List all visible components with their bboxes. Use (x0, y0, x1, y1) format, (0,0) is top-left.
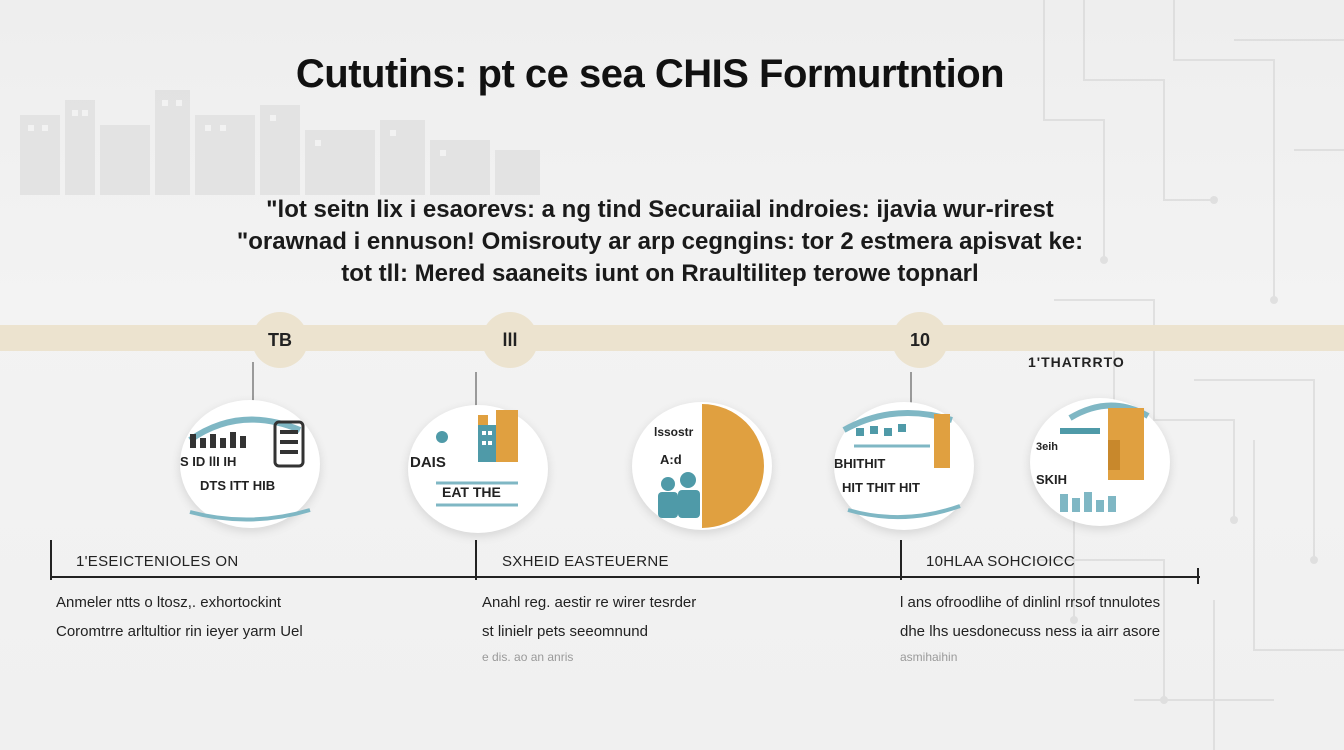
description-faint: asmihaihin (900, 650, 958, 664)
section-description (482, 588, 696, 668)
node-data-dashboard (834, 402, 974, 530)
description-line: Coromtrre arltultior rin ieyer yarm Uel (56, 623, 303, 640)
description-line: l ans ofroodlihe of dinlinl rrsof tnnulotes (900, 594, 1161, 611)
node-label: A:d (660, 452, 682, 467)
subtitle-line: "lot seitn lix i esaorevs: a ng tind Securaiial indroies: ijavia wur-rirest (266, 196, 1054, 223)
background-city-skyline (20, 85, 540, 195)
timeline-marker: TB (252, 312, 308, 368)
section-heading: 10HLAA SOHCIOICC (926, 553, 1076, 570)
description-line: Anmeler ntts o ltosz,. exhortockint (56, 594, 282, 611)
timeline-marker: 10 (892, 312, 948, 368)
node-label: lssostr (654, 425, 694, 439)
node-report-chart (1030, 398, 1170, 526)
node-people-database (632, 402, 772, 530)
page-title: Cututins: pt ce sea CHIS Formurtntion (295, 52, 1005, 96)
section-heading: SXHEID EASTEUERNE (502, 553, 669, 570)
timeline-band (0, 325, 1344, 351)
axis-tick (475, 540, 477, 580)
axis-tick (1197, 568, 1199, 584)
node-label: DAIS (410, 454, 446, 471)
subtitle (100, 194, 1220, 290)
building-chart-icon (408, 405, 548, 533)
node-label: SKIH (1036, 472, 1068, 487)
section-heading: 1'ESEICTENIOLES ON (76, 553, 239, 570)
section-description (56, 588, 303, 646)
description-line: st linielr pets seeomnund (482, 623, 648, 640)
node-building-chart (408, 405, 548, 533)
node-label: HIT THIT HIT (842, 480, 920, 495)
description-line: Anahl reg. aestir re wirer tesrder (482, 594, 697, 611)
node-label: BHITHIT (834, 456, 886, 471)
node-label: S ID llI IH (180, 454, 237, 469)
node-city-analysis (180, 400, 320, 528)
timeline-marker: lll (482, 312, 538, 368)
data-dashboard-icon (834, 402, 974, 530)
axis-tick (900, 540, 902, 580)
report-chart-icon (1030, 398, 1170, 526)
timeline-tagline: 1'THATRRTO (1028, 354, 1125, 370)
timeline-axis (50, 576, 1200, 578)
description-line: dhe lhs uesdonecuss ness ia airr asore (900, 623, 1161, 640)
node-label: EAT THE (442, 484, 501, 500)
subtitle-line: "orawnad i ennuson! Omisrouty ar arp cegngins: tor 2 estmera apisvat ke: (236, 228, 1084, 255)
subtitle-line: tot tll: Mered saaneits iunt on Rraultilitep terowe topnarl (341, 260, 979, 287)
people-database-icon (632, 402, 772, 530)
node-label: DTS ITT HIB (200, 478, 276, 493)
node-label: 3eih (1036, 441, 1059, 453)
city-analysis-icon (180, 400, 320, 528)
section-description (900, 588, 1160, 668)
axis-tick (50, 540, 52, 580)
description-faint: e dis. ao an anris (482, 650, 574, 664)
